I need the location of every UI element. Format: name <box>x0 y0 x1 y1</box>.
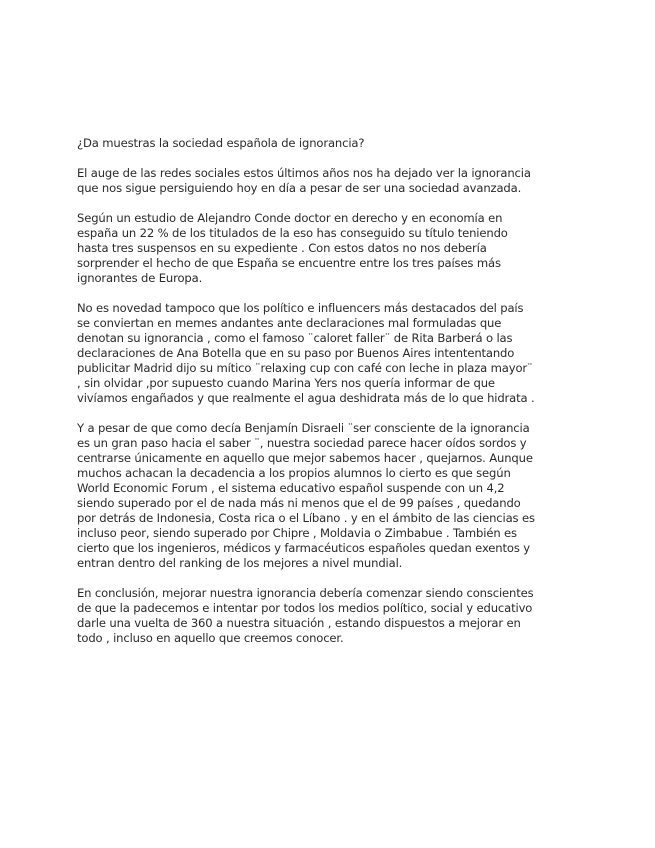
document-body <box>77 136 597 661</box>
paragraph-intro: El auge de las redes sociales estos últimos años nos ha dejado ver la ignorancia que nos sigue persiguiendo hoy en día a pesar de ser una sociedad avanzada. <box>77 166 531 195</box>
document-title: ¿Da muestras la sociedad española de ignorancia? <box>77 136 365 150</box>
paragraph-education: Y a pesar de que como decía Benjamín Disraeli ¨ser consciente de la ignorancia es un gran paso hacia el saber ¨, nuestra sociedad parece hacer oídos sordos y centrarse únicamente en aquello que mejor sabemos hacer , quejarnos. Aunque muchos achacan la decadencia a los propios alumnos lo cierto es que según World Economic Forum , el sistema educativo español suspende con un 4,2 siendo superado por el de nada más ni menos que el de 99 países , quedando por detrás de Indonesia, Costa rica o el Líbano . y en el ámbito de las ciencias es incluso peor, siendo superado por Chipre , Moldavia o Zimbabue . También es cierto que los ingenieros, médicos y farmacéuticos españoles quedan exentos y entran dentro del ranking de los mejores a nivel mundial. <box>77 421 535 570</box>
paragraph-study: Según un estudio de Alejandro Conde doctor en derecho y en economía en españa un 22 % de los titulados de la eso has conseguido su título teniendo hasta tres suspensos en su expediente . Con estos datos no nos debería sorprender el hecho de que España se encuentre entre los tres países más ignorantes de Europa. <box>77 211 508 285</box>
paragraph-conclusion: En conclusión, mejorar nuestra ignorancia debería comenzar siendo conscientes de que la padecemos e intentar por todos los medios político, social y educativo darle una vuelta de 360 a nuestra situación , estando dispuestos a mejorar en todo , incluso en aquello que creemos conocer. <box>77 586 534 645</box>
paragraph-public-figures: No es novedad tampoco que los político e influencers más destacados del país se conviertan en memes andantes ante declaraciones mal formuladas que denotan su ignorancia , como el famoso ¨caloret faller¨ de Rita Barberá o las declaraciones de Ana Botella que en su paso por Buenos Aires intententando publicitar Madrid dijo su mítico ¨relaxing cup con café con leche in plaza mayor¨ , sin olvidar ,por supuesto cuando Marina Yers nos quería informar de que vivíamos engañados y que realmente el agua deshidrata más de lo que hidrata . <box>77 301 535 405</box>
